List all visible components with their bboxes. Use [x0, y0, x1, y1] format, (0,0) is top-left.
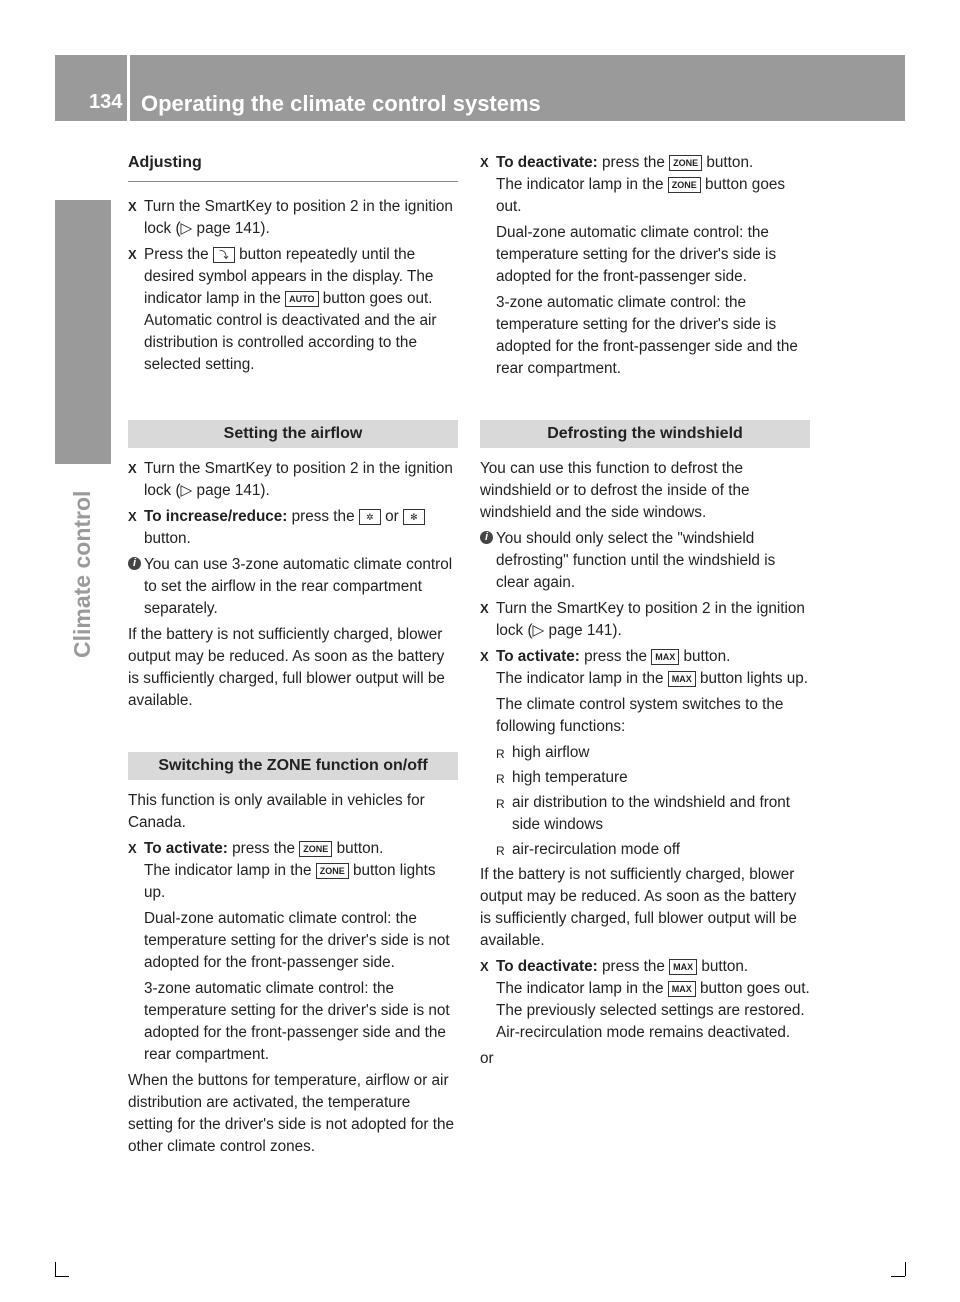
auto-button-icon: AUTO [285, 291, 318, 307]
paragraph: When the buttons for temperature, airflow or air distribution are activated, the temperature setting for the driver's side is not adopted for the other climate control zones. [128, 1072, 455, 1155]
step-item [128, 196, 458, 240]
step-text: or [385, 508, 399, 525]
step-text: button goes out. [496, 176, 785, 215]
paragraph: This function is only available in vehicles for Canada. [128, 792, 425, 831]
step-text: Turn the SmartKey to position 2 in the ignition lock (▷ page 141). [496, 600, 805, 639]
step-text: button lights up. [700, 670, 809, 687]
step-text: The indicator lamp in the [144, 268, 434, 307]
adjusting-heading: Adjusting [128, 152, 458, 182]
defrost-button-icon: MAX [669, 959, 697, 975]
step-text: press the [291, 508, 355, 525]
info-note [128, 554, 458, 620]
step-label: To activate: [496, 648, 580, 665]
list-item: R air distribution to the windshield and front side windows [480, 792, 810, 836]
list-item: R high temperature [480, 767, 810, 789]
step-detail: 3-zone automatic climate control: the temperature setting for the driver's side is not adopted for the front-passenger side and the rear compartment. [144, 980, 450, 1063]
step-detail: Dual-zone automatic climate control: the temperature setting for the driver's side is not adopted for the front-passenger side. [144, 910, 450, 971]
paragraph: If the battery is not sufficiently charged, blower output may be reduced. As soon as the battery is sufficiently charged, full blower output will be available. [480, 866, 797, 949]
step-item [128, 506, 458, 550]
paragraph: or [480, 1050, 494, 1067]
step-item [480, 956, 810, 1044]
crop-mark [55, 1276, 69, 1277]
step-item [128, 458, 458, 502]
step-item [480, 646, 810, 738]
step-label: To deactivate: [496, 154, 598, 171]
step-text: button goes out. The previously selected settings are restored. Air-recirculation mode remains deactivated. [496, 980, 810, 1041]
step-label: To increase/reduce: [144, 508, 288, 525]
step-detail: The climate control system switches to the following functions: [496, 696, 784, 735]
airflow-heading: Setting the airflow [128, 420, 458, 448]
defrost-heading: Defrosting the windshield [480, 420, 810, 448]
step-label: To activate: [144, 840, 228, 857]
left-column [128, 152, 458, 1162]
step-text: button goes out. Automatic control is deactivated and the air distribution is controlled according to the selected setting. [144, 290, 437, 373]
fan-down-icon: ✻ [403, 509, 425, 525]
zone-button-icon: ZONE [669, 155, 702, 171]
step-text: The indicator lamp in the [496, 176, 664, 193]
step-text: The indicator lamp in the [496, 980, 664, 997]
page-number: 134 [89, 91, 123, 113]
step-text: button repeatedly until the desired symbol appears in the display. [144, 246, 416, 285]
step-text: button. [336, 840, 384, 857]
step-text: press the [232, 840, 296, 857]
step-text: button lights up. [144, 862, 436, 901]
page-title: Operating the climate control systems [141, 91, 541, 116]
right-column [480, 152, 810, 1074]
step-detail: Dual-zone automatic climate control: the temperature setting for the driver's side is adopted for the front-passenger side. [496, 224, 777, 285]
crop-mark [55, 1262, 56, 1276]
crop-mark [905, 1262, 906, 1276]
paragraph: You can use this function to defrost the windshield or to defrost the inside of the windshield and the side windows. [480, 460, 750, 521]
header-divider [127, 55, 130, 121]
page-header [55, 55, 905, 121]
air-distribution-button-icon: ⤵ [213, 247, 235, 263]
defrost-button-icon: MAX [651, 649, 679, 665]
step-text: button. [701, 958, 749, 975]
info-text: You should only select the "windshield defrosting" function until the windshield is clear again. [496, 530, 776, 591]
step-text: Turn the SmartKey to position 2 in the ignition lock (▷ page 141). [144, 198, 453, 237]
step-text: button. [683, 648, 731, 665]
step-text: Press the [144, 246, 209, 263]
step-item [480, 152, 810, 380]
step-item [128, 244, 458, 376]
crop-mark [891, 1276, 905, 1277]
info-text: You can use 3-zone automatic climate control to set the airflow in the rear compartment separately. [144, 556, 453, 617]
list-item: R high airflow [480, 742, 810, 764]
step-text: Turn the SmartKey to position 2 in the ignition lock (▷ page 141). [144, 460, 453, 499]
section-tab [55, 200, 111, 464]
step-text: button. [144, 530, 191, 547]
info-icon: i [128, 557, 141, 570]
section-label: Climate control [69, 490, 95, 658]
zone-button-icon: ZONE [299, 841, 332, 857]
list-item: R air-recirculation mode off [480, 839, 810, 861]
paragraph: If the battery is not sufficiently charged, blower output may be reduced. As soon as the battery is sufficiently charged, full blower output will be available. [128, 626, 445, 709]
step-text: The indicator lamp in the [496, 670, 664, 687]
defrost-button-icon: MAX [668, 981, 696, 997]
step-text: press the [601, 154, 665, 171]
zone-button-icon: ZONE [668, 177, 701, 193]
info-icon: i [480, 531, 493, 544]
zone-button-icon: ZONE [316, 863, 349, 879]
step-label: To deactivate: [496, 958, 598, 975]
step-text: press the [601, 958, 665, 975]
info-note [480, 528, 810, 594]
zone-heading: Switching the ZONE function on/off [128, 752, 458, 780]
step-text: The indicator lamp in the [144, 862, 312, 879]
step-text: button. [706, 154, 754, 171]
fan-up-icon: ✲ [359, 509, 381, 525]
step-item [128, 838, 458, 1066]
defrost-button-icon: MAX [668, 671, 696, 687]
step-item [480, 598, 810, 642]
step-text: press the [584, 648, 648, 665]
step-detail: 3-zone automatic climate control: the temperature setting for the driver's side is adopted for the front-passenger side and the rear compartment. [496, 294, 798, 377]
